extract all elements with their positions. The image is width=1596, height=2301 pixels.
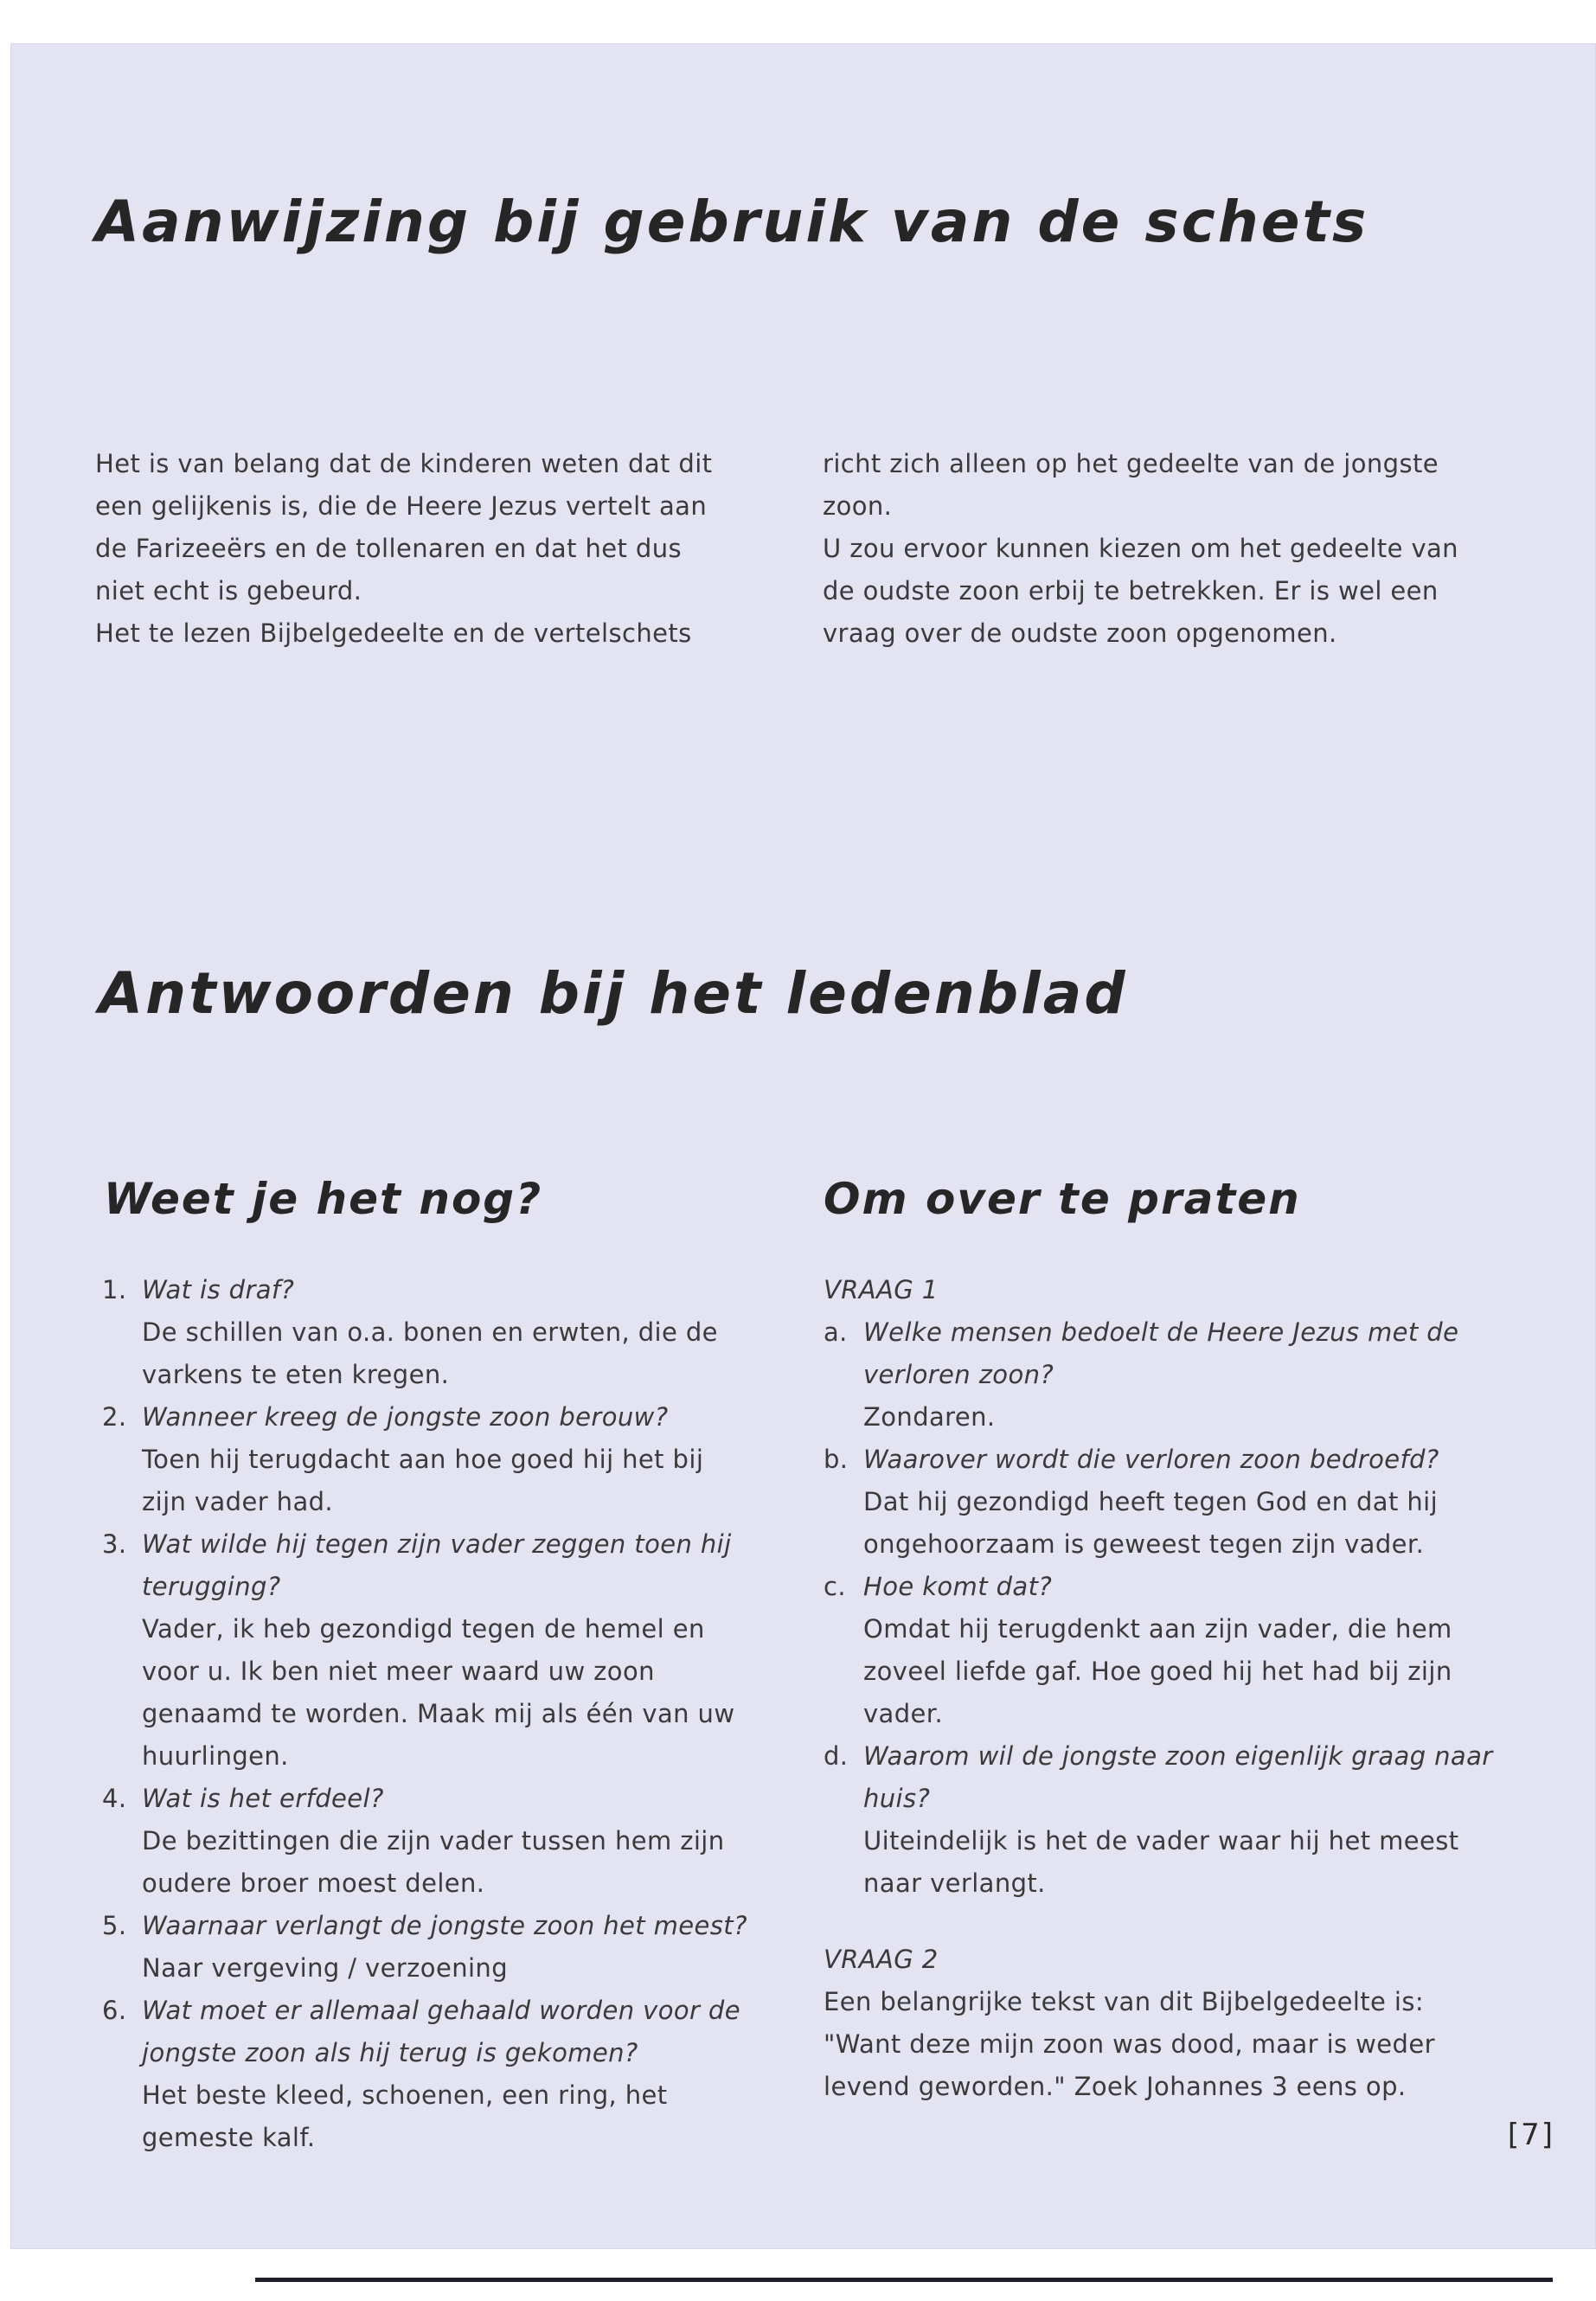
vraag1-answer: ongehoorzaam is geweest tegen zijn vader.: [863, 1529, 1425, 1559]
weet-answer: Toen hij terugdacht aan hoe goed hij het bij: [142, 1445, 704, 1474]
vraag1-question: Waarom wil de jongste zoon eigenlijk graag naar: [863, 1741, 1493, 1771]
weet-question: Wat is het erfdeel?: [142, 1784, 384, 1813]
weet-question: Wat is draf?: [142, 1275, 295, 1304]
intro-text-line: U zou ervoor kunnen kiezen om het gedeelte van: [823, 534, 1458, 563]
vraag1-question: Welke mensen bedoelt de Heere Jezus met de: [863, 1317, 1459, 1347]
intro-left-column: [95, 443, 779, 655]
weet-answer: varkens te eten kregen.: [142, 1360, 450, 1389]
weet-question: Wat moet er allemaal gehaald worden voor de: [142, 1996, 740, 2025]
praten-column: [824, 1269, 1567, 2108]
vraag1-answer: Dat hij gezondigd heeft tegen God en dat hij: [863, 1487, 1439, 1516]
weet-item: [102, 1269, 794, 1396]
vraag1-question: verloren zoon?: [863, 1360, 1054, 1389]
weet-item: [102, 1396, 794, 1523]
weet-answer: voor u. Ik ben niet meer waard uw zoon: [142, 1657, 655, 1686]
intro-text-line: vraag over de oudste zoon opgenomen.: [823, 619, 1337, 648]
intro-right-column: [823, 443, 1567, 655]
vraag1-item-number: c.: [824, 1572, 846, 1601]
subheading-weet-je-het-nog: Weet je het nog?: [104, 1174, 543, 1224]
weet-column: [102, 1269, 794, 2159]
vraag2-label: VRAAG 2: [824, 1945, 939, 1974]
vraag1-answer: zoveel liefde gaf. Hoe goed hij het had bij zijn: [863, 1657, 1452, 1686]
vraag1-list: [824, 1311, 1567, 1905]
intro-text-line: de oudste zoon erbij te betrekken. Er is wel een: [823, 576, 1439, 606]
vraag1-answer: vader.: [863, 1699, 944, 1728]
weet-question: Wanneer kreeg de jongste zoon berouw?: [142, 1402, 669, 1432]
vraag1-answer: Zondaren.: [863, 1402, 996, 1432]
section-title-aanwijzing: Aanwijzing bij gebruik van de schets: [95, 189, 1369, 255]
weet-answer: De bezittingen die zijn vader tussen hem zijn: [142, 1826, 725, 1856]
vraag1-item: [824, 1735, 1567, 1905]
intro-text-line: zoon.: [823, 491, 893, 521]
weet-item: [102, 1990, 794, 2159]
weet-item-number: 4.: [102, 1784, 127, 1813]
weet-item-number: 3.: [102, 1529, 127, 1559]
vraag1-item-number: d.: [824, 1741, 849, 1771]
vraag1-question: huis?: [863, 1784, 931, 1813]
weet-item: [102, 1523, 794, 1778]
weet-answer: genaamd te worden. Maak mij als één van uw: [142, 1699, 735, 1728]
intro-text-line: Het is van belang dat de kinderen weten dat dit: [95, 449, 713, 478]
vraag2-text-line: levend geworden." Zoek Johannes 3 eens op.: [824, 2072, 1407, 2101]
weet-question: terugging?: [142, 1572, 281, 1601]
vraag1-question: Waarover wordt die verloren zoon bedroefd?: [863, 1445, 1439, 1474]
vraag1-item-number: b.: [824, 1445, 849, 1474]
weet-answer: oudere broer moest delen.: [142, 1868, 485, 1898]
section-title-antwoorden: Antwoorden bij het ledenblad: [99, 960, 1128, 1027]
vraag1-answer: naar verlangt.: [863, 1868, 1046, 1898]
vraag1-item: [824, 1566, 1567, 1735]
weet-question-list: [102, 1269, 794, 2159]
intro-text-line: niet echt is gebeurd.: [95, 576, 362, 606]
vraag1-answer: Omdat hij terugdenkt aan zijn vader, die hem: [863, 1614, 1452, 1644]
weet-item-number: 1.: [102, 1275, 127, 1304]
document-page: [10, 43, 1596, 2249]
vraag2-text-line: Een belangrijke tekst van dit Bijbelgedeelte is:: [824, 1987, 1425, 2016]
weet-item-number: 5.: [102, 1911, 127, 1940]
weet-answer: huurlingen.: [142, 1741, 289, 1771]
vraag2-text: [824, 1981, 1567, 2108]
weet-item: [102, 1778, 794, 1905]
vraag1-label: VRAAG 1: [824, 1275, 939, 1304]
bottom-rule: [255, 2278, 1553, 2282]
weet-question: Waarnaar verlangt de jongste zoon het meest?: [142, 1911, 747, 1940]
weet-item-number: 6.: [102, 1996, 127, 2025]
intro-text-line: Het te lezen Bijbelgedeelte en de vertelschets: [95, 619, 692, 648]
intro-text-line: de Farizeeërs en de tollenaren en dat het dus: [95, 534, 683, 563]
vraag1-answer: Uiteindelijk is het de vader waar hij het meest: [863, 1826, 1459, 1856]
page-number: [7]: [1507, 2118, 1554, 2152]
weet-answer: Vader, ik heb gezondigd tegen de hemel en: [142, 1614, 705, 1644]
weet-answer: De schillen van o.a. bonen en erwten, die de: [142, 1317, 718, 1347]
weet-answer: Het beste kleed, schoenen, een ring, het: [142, 2080, 668, 2110]
weet-answer: Naar vergeving / verzoening: [142, 1953, 509, 1983]
vraag1-question: Hoe komt dat?: [863, 1572, 1053, 1601]
vraag1-item-number: a.: [824, 1317, 848, 1347]
subheading-om-over-te-praten: Om over te praten: [824, 1174, 1301, 1224]
weet-item-number: 2.: [102, 1402, 127, 1432]
weet-question: Wat wilde hij tegen zijn vader zeggen toen hij: [142, 1529, 732, 1559]
vraag2-text-line: "Want deze mijn zoon was dood, maar is weder: [824, 2029, 1435, 2059]
vraag1-item: [824, 1439, 1567, 1566]
intro-text-line: een gelijkenis is, die de Heere Jezus vertelt aan: [95, 491, 708, 521]
intro-text-line: richt zich alleen op het gedeelte van de jongste: [823, 449, 1439, 478]
weet-answer: gemeste kalf.: [142, 2123, 316, 2152]
vraag1-item: [824, 1311, 1567, 1439]
weet-answer: zijn vader had.: [142, 1487, 334, 1516]
weet-question: jongste zoon als hij terug is gekomen?: [142, 2038, 638, 2067]
weet-item: [102, 1905, 794, 1990]
